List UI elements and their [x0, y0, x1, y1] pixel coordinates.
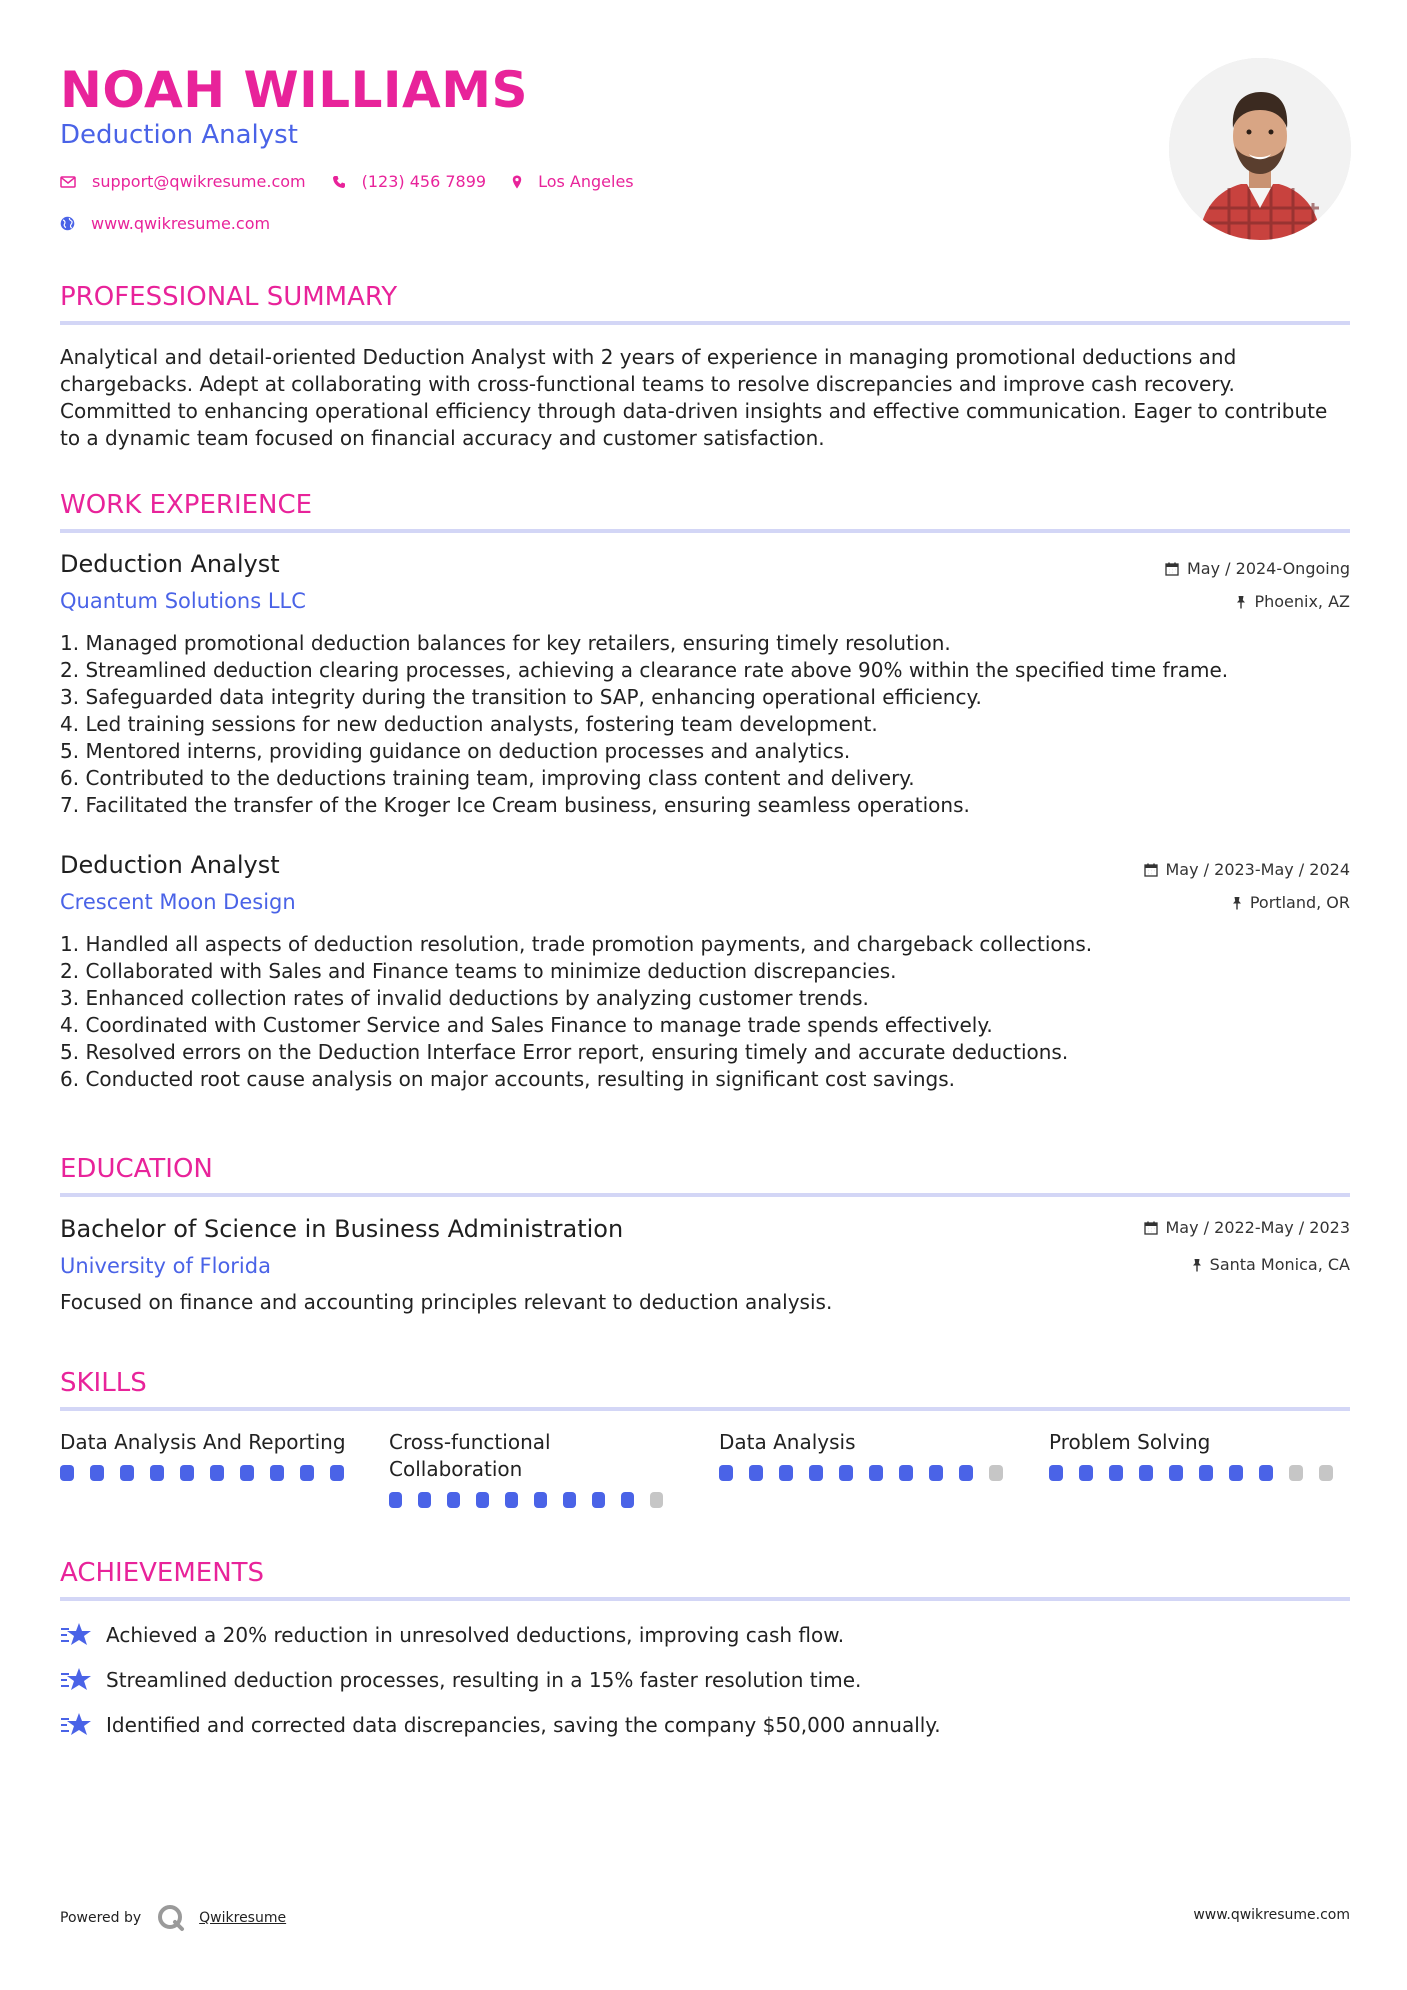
job-2-company: Crescent Moon Design — [60, 890, 296, 914]
skill-3 — [719, 1429, 1019, 1481]
job-2-title: Deduction Analyst — [60, 851, 280, 879]
job-1-title: Deduction Analyst — [60, 550, 280, 578]
pushpin-icon — [1232, 896, 1242, 910]
pushpin-icon — [1192, 1258, 1202, 1272]
rating-dot-filled — [180, 1465, 194, 1481]
contact-phone[interactable] — [332, 172, 486, 191]
list-item: 5. Resolved errors on the Deduction Interface Error report, ensuring timely and accurate deductions. — [60, 1040, 1069, 1064]
powered-by-label: Powered by — [60, 1910, 142, 1926]
education-location — [1192, 1254, 1350, 1276]
skill-4 — [1049, 1429, 1349, 1481]
rating-dot-filled — [959, 1465, 973, 1481]
job-1-company: Quantum Solutions LLC — [60, 589, 306, 613]
star-badge-icon — [60, 1666, 92, 1694]
rating-dot-filled — [150, 1465, 164, 1481]
rating-dot-filled — [1169, 1465, 1183, 1481]
summary-divider — [60, 321, 1350, 325]
pushpin-icon — [1236, 595, 1246, 609]
list-item: 7. Facilitated the transfer of the Kroger Ice Cream business, ensuring seamless operations. — [60, 793, 970, 817]
skill-2 — [389, 1429, 679, 1508]
skill-1-name: Data Analysis And Reporting — [60, 1430, 346, 1454]
achievement-2-text: Streamlined deduction processes, resulting in a 15% faster resolution time. — [106, 1668, 862, 1692]
rating-dot-filled — [1259, 1465, 1273, 1481]
job-1-bullets — [60, 630, 1350, 819]
list-item: 2. Streamlined deduction clearing processes, achieving a clearance rate above 90% within the specified time frame. — [60, 658, 1229, 682]
summary-text: Analytical and detail-oriented Deduction Analyst with 2 years of experience in managing promotional deductions and chargebacks. Adept at collaborating with cross-functional teams to resolve discrepancies and improve cash recovery. Committed to enhancing operational efficiency through data-driven insights and effective communication. Eager to contribute to a dynamic team focused on financial accuracy and customer satisfaction. — [60, 345, 1328, 450]
rating-dot-filled — [621, 1492, 634, 1508]
location-text: Los Angeles — [538, 172, 634, 191]
job-2-location — [1232, 892, 1350, 914]
achievement-2 — [60, 1666, 861, 1694]
achievement-3-text: Identified and corrected data discrepancies, saving the company $50,000 annually. — [106, 1713, 941, 1737]
rating-dot-filled — [929, 1465, 943, 1481]
skills-heading: SKILLS — [60, 1368, 147, 1398]
candidate-title: Deduction Analyst — [60, 120, 298, 150]
rating-dot-filled — [534, 1492, 547, 1508]
education-dates — [1144, 1217, 1351, 1239]
rating-dot-empty — [1289, 1465, 1303, 1481]
rating-dot-filled — [563, 1492, 576, 1508]
rating-dot-empty — [1319, 1465, 1333, 1481]
achievement-1-text: Achieved a 20% reduction in unresolved deductions, improving cash flow. — [106, 1623, 845, 1647]
achievement-3 — [60, 1711, 941, 1739]
list-item: 4. Led training sessions for new deduction analysts, fostering team development. — [60, 712, 878, 736]
rating-dot-filled — [899, 1465, 913, 1481]
footer-powered-by — [60, 1904, 286, 1932]
education-school: University of Florida — [60, 1254, 271, 1278]
contact-email[interactable] — [60, 172, 306, 191]
job-1-location-text: Phoenix, AZ — [1254, 592, 1350, 611]
rating-dot-filled — [1079, 1465, 1093, 1481]
achievements-divider — [60, 1597, 1350, 1601]
phone-icon — [332, 175, 346, 189]
experience-divider — [60, 529, 1350, 533]
rating-dot-filled — [749, 1465, 763, 1481]
rating-dot-filled — [330, 1465, 344, 1481]
rating-dot-filled — [300, 1465, 314, 1481]
list-item: 3. Enhanced collection rates of invalid deductions by analyzing customer trends. — [60, 986, 869, 1010]
profile-photo — [1169, 58, 1351, 240]
rating-dot-filled — [839, 1465, 853, 1481]
summary-heading: PROFESSIONAL SUMMARY — [60, 282, 398, 312]
list-item: 1. Handled all aspects of deduction resolution, trade promotion payments, and chargeback collections. — [60, 932, 1093, 956]
list-item: 4. Coordinated with Customer Service and Sales Finance to manage trade spends effectively. — [60, 1013, 993, 1037]
rating-dot-filled — [869, 1465, 883, 1481]
star-badge-icon — [60, 1711, 92, 1739]
rating-dot-filled — [809, 1465, 823, 1481]
list-item: 5. Mentored interns, providing guidance on deduction processes and analytics. — [60, 739, 851, 763]
rating-dot-filled — [120, 1465, 134, 1481]
calendar-icon — [1144, 863, 1158, 877]
skill-1-rating — [60, 1465, 360, 1481]
calendar-icon — [1144, 1221, 1158, 1235]
education-dates-text: May / 2022-May / 2023 — [1165, 1218, 1350, 1237]
list-item: 1. Managed promotional deduction balances for key retailers, ensuring timely resolution. — [60, 631, 951, 655]
phone-text: (123) 456 7899 — [361, 172, 487, 191]
rating-dot-filled — [592, 1492, 605, 1508]
rating-dot-filled — [447, 1492, 460, 1508]
calendar-icon — [1165, 562, 1179, 576]
contact-website[interactable] — [60, 214, 270, 233]
rating-dot-filled — [505, 1492, 518, 1508]
list-item: 6. Contributed to the deductions training team, improving class content and delivery. — [60, 766, 915, 790]
rating-dot-filled — [240, 1465, 254, 1481]
job-1-dates-text: May / 2024-Ongoing — [1187, 559, 1350, 578]
education-heading: EDUCATION — [60, 1154, 213, 1184]
rating-dot-filled — [418, 1492, 431, 1508]
envelope-icon — [60, 176, 76, 188]
email-text: support@qwikresume.com — [92, 172, 306, 191]
profile-photo-image — [1169, 58, 1351, 240]
footer-url[interactable]: www.qwikresume.com — [1193, 1907, 1350, 1923]
qwikresume-logo-icon — [157, 1904, 185, 1932]
rating-dot-filled — [1049, 1465, 1063, 1481]
skills-divider — [60, 1407, 1350, 1411]
list-item: 6. Conducted root cause analysis on major accounts, resulting in significant cost savings. — [60, 1067, 956, 1091]
job-2-dates — [1144, 859, 1351, 881]
rating-dot-filled — [90, 1465, 104, 1481]
globe-icon — [60, 216, 75, 231]
rating-dot-filled — [1229, 1465, 1243, 1481]
rating-dot-filled — [389, 1492, 402, 1508]
star-badge-icon — [60, 1621, 92, 1649]
website-text: www.qwikresume.com — [91, 214, 271, 233]
rating-dot-filled — [60, 1465, 74, 1481]
skill-3-rating — [719, 1465, 1019, 1481]
education-divider — [60, 1193, 1350, 1197]
list-item: 3. Safeguarded data integrity during the transition to SAP, enhancing operational efficiency. — [60, 685, 982, 709]
job-2-dates-text: May / 2023-May / 2024 — [1165, 860, 1350, 879]
skill-3-name: Data Analysis — [719, 1430, 856, 1454]
contact-row-1 — [60, 172, 660, 191]
candidate-name: NOAH WILLIAMS — [60, 61, 528, 119]
rating-dot-filled — [1199, 1465, 1213, 1481]
contact-row-2 — [60, 214, 296, 233]
rating-dot-empty — [650, 1492, 663, 1508]
skill-2-name: Cross-functional Collaboration — [389, 1430, 551, 1481]
job-2-bullets — [60, 931, 1350, 1093]
rating-dot-filled — [476, 1492, 489, 1508]
rating-dot-filled — [1139, 1465, 1153, 1481]
rating-dot-filled — [210, 1465, 224, 1481]
job-1-location — [1236, 591, 1350, 613]
qwikresume-link[interactable]: Qwikresume — [199, 1910, 287, 1926]
contact-location — [512, 172, 634, 191]
education-location-text: Santa Monica, CA — [1209, 1255, 1350, 1274]
skill-1 — [60, 1429, 360, 1481]
rating-dot-filled — [779, 1465, 793, 1481]
map-pin-icon — [512, 175, 522, 189]
job-1-dates — [1165, 558, 1350, 580]
achievements-heading: ACHIEVEMENTS — [60, 1558, 265, 1588]
skill-4-name: Problem Solving — [1049, 1430, 1211, 1454]
achievement-1 — [60, 1621, 844, 1649]
experience-heading: WORK EXPERIENCE — [60, 490, 313, 520]
rating-dot-filled — [1109, 1465, 1123, 1481]
rating-dot-filled — [719, 1465, 733, 1481]
job-2-location-text: Portland, OR — [1249, 893, 1350, 912]
education-description: Focused on finance and accounting principles relevant to deduction analysis. — [60, 1290, 833, 1314]
skill-2-rating — [389, 1492, 679, 1508]
rating-dot-filled — [270, 1465, 284, 1481]
skill-4-rating — [1049, 1465, 1349, 1481]
list-item: 2. Collaborated with Sales and Finance teams to minimize deduction discrepancies. — [60, 959, 897, 983]
rating-dot-empty — [989, 1465, 1003, 1481]
education-degree: Bachelor of Science in Business Administration — [60, 1215, 624, 1243]
